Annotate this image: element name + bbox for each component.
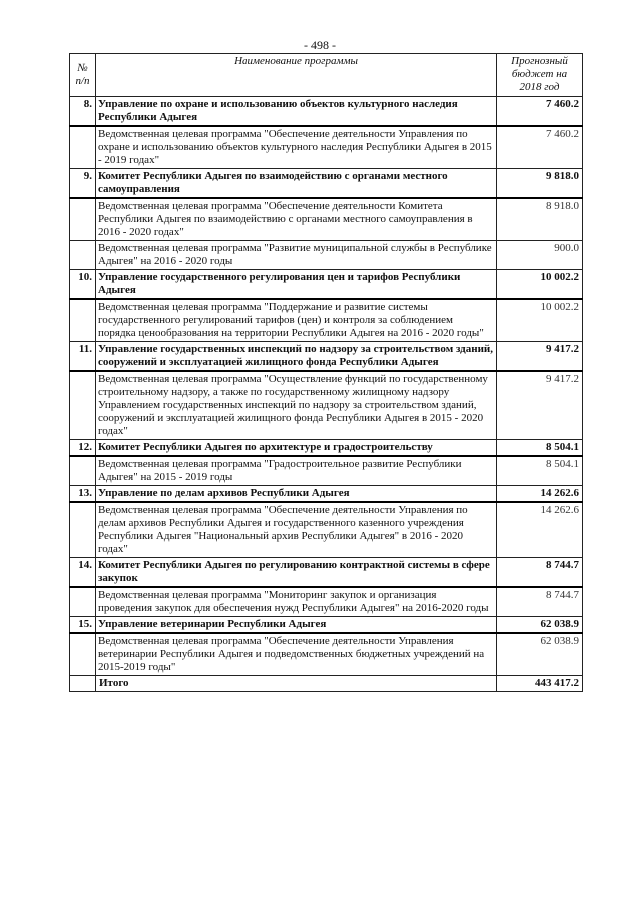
row-program-name: Комитет Республики Адыгея по регулированию контрактной системы в сфере закупок xyxy=(96,558,497,588)
row-budget-value: 900.0 xyxy=(497,241,583,270)
row-budget-value: 8 504.1 xyxy=(497,440,583,457)
row-budget-value: 9 818.0 xyxy=(497,169,583,199)
total-row xyxy=(70,676,583,692)
row-budget-value: 8 918.0 xyxy=(497,198,583,241)
row-number xyxy=(70,633,96,676)
budget-table xyxy=(69,53,583,692)
row-program-name: Ведомственная целевая программа "Обеспечение деятельности Управления по охране и использованию объектов культурного наследия Республики Адыгея в 2015 - 2019 годах" xyxy=(96,126,497,169)
header-num: № п/п xyxy=(70,54,96,97)
program-row xyxy=(70,456,583,486)
row-budget-value: 10 002.2 xyxy=(497,270,583,300)
row-budget-value: 8 504.1 xyxy=(497,456,583,486)
row-number xyxy=(70,198,96,241)
row-budget-value: 62 038.9 xyxy=(497,617,583,634)
organization-row xyxy=(70,440,583,457)
row-program-name: Ведомственная целевая программа "Обеспечение деятельности Управления по делам архивов Республики Адыгея и государственного казенного учреждения Республики Адыгея "Национальный архив Республики Адыгея" в 2016 - 2020 годах" xyxy=(96,502,497,558)
row-number: 14. xyxy=(70,558,96,588)
row-budget-value: 9 417.2 xyxy=(497,342,583,372)
row-budget-value: 8 744.7 xyxy=(497,587,583,617)
table-header-row xyxy=(70,54,583,97)
row-budget-value: 9 417.2 xyxy=(497,371,583,440)
row-number xyxy=(70,587,96,617)
row-number xyxy=(70,676,96,692)
organization-row xyxy=(70,342,583,372)
row-program-name: Ведомственная целевая программа "Поддержание и развитие системы государственного регулирований тарифов (цен) и контроля за соблюдением порядка ценообразования на территории Республики Адыгея на 2016 - 2020 годы" xyxy=(96,299,497,342)
program-row xyxy=(70,126,583,169)
row-program-name: Ведомственная целевая программа "Мониторинг закупок и организация проведения закупок для обеспечения нужд Республики Адыгея" на 2016-2020 годы xyxy=(96,587,497,617)
row-program-name: Комитет Республики Адыгея по взаимодействию с органами местного самоуправления xyxy=(96,169,497,199)
program-row xyxy=(70,241,583,270)
row-number xyxy=(70,502,96,558)
row-program-name: Управление по делам архивов Республики Адыгея xyxy=(96,486,497,503)
row-program-name: Ведомственная целевая программа "Обеспечение деятельности Управления ветеринарии Республики Адыгея и подведомственных бюджетных учреждений на 2015-2019 годы" xyxy=(96,633,497,676)
row-program-name: Итого xyxy=(96,676,497,692)
row-budget-value: 7 460.2 xyxy=(497,97,583,127)
row-budget-value: 14 262.6 xyxy=(497,502,583,558)
row-number: 8. xyxy=(70,97,96,127)
row-program-name: Ведомственная целевая программа "Обеспечение деятельности Комитета Республики Адыгея по взаимодействию с органами местного самоуправления в 2016 - 2020 годах" xyxy=(96,198,497,241)
row-budget-value: 8 744.7 xyxy=(497,558,583,588)
row-number: 10. xyxy=(70,270,96,300)
header-program-name: Наименование программы xyxy=(96,54,497,97)
row-program-name: Ведомственная целевая программа "Осуществление функций по государственному строительному надзору, а также по государственному жилищному надзору Управлением государственных инспекций по надзору за строительством зданий, сооружений и эксплуатацией жилищного фонда Республики Адыгея в 2015 - 2020 годах" xyxy=(96,371,497,440)
row-program-name: Ведомственная целевая программа "Развитие муниципальной службы в Республике Адыгея" на 2016 - 2020 годы xyxy=(96,241,497,270)
row-budget-value: 7 460.2 xyxy=(497,126,583,169)
row-number: 9. xyxy=(70,169,96,199)
program-row xyxy=(70,299,583,342)
header-budget: Прогнозный бюджет на 2018 год xyxy=(497,54,583,97)
row-program-name: Управление ветеринарии Республики Адыгея xyxy=(96,617,497,634)
row-number: 12. xyxy=(70,440,96,457)
program-row xyxy=(70,371,583,440)
organization-row xyxy=(70,486,583,503)
row-number xyxy=(70,299,96,342)
row-number: 15. xyxy=(70,617,96,634)
organization-row xyxy=(70,558,583,588)
row-program-name: Управление по охране и использованию объектов культурного наследия Республики Адыгея xyxy=(96,97,497,127)
row-number xyxy=(70,241,96,270)
program-row xyxy=(70,198,583,241)
row-number xyxy=(70,371,96,440)
program-row xyxy=(70,633,583,676)
organization-row xyxy=(70,617,583,634)
organization-row xyxy=(70,97,583,127)
row-program-name: Управление государственного регулирования цен и тарифов Республики Адыгея xyxy=(96,270,497,300)
row-number xyxy=(70,126,96,169)
row-program-name: Управление государственных инспекций по надзору за строительством зданий, сооружений и эксплуатацией жилищного фонда Республики Адыгея xyxy=(96,342,497,372)
page-number: - 498 - xyxy=(304,38,336,52)
row-budget-value: 62 038.9 xyxy=(497,633,583,676)
program-row xyxy=(70,502,583,558)
row-number: 11. xyxy=(70,342,96,372)
row-budget-value: 443 417.2 xyxy=(497,676,583,692)
row-program-name: Ведомственная целевая программа "Градостроительное развитие Республики Адыгея" на 2015 - 2019 годы xyxy=(96,456,497,486)
row-program-name: Комитет Республики Адыгея по архитектуре и градостроительству xyxy=(96,440,497,457)
organization-row xyxy=(70,270,583,300)
row-budget-value: 14 262.6 xyxy=(497,486,583,503)
row-number xyxy=(70,456,96,486)
organization-row xyxy=(70,169,583,199)
program-row xyxy=(70,587,583,617)
row-budget-value: 10 002.2 xyxy=(497,299,583,342)
row-number: 13. xyxy=(70,486,96,503)
